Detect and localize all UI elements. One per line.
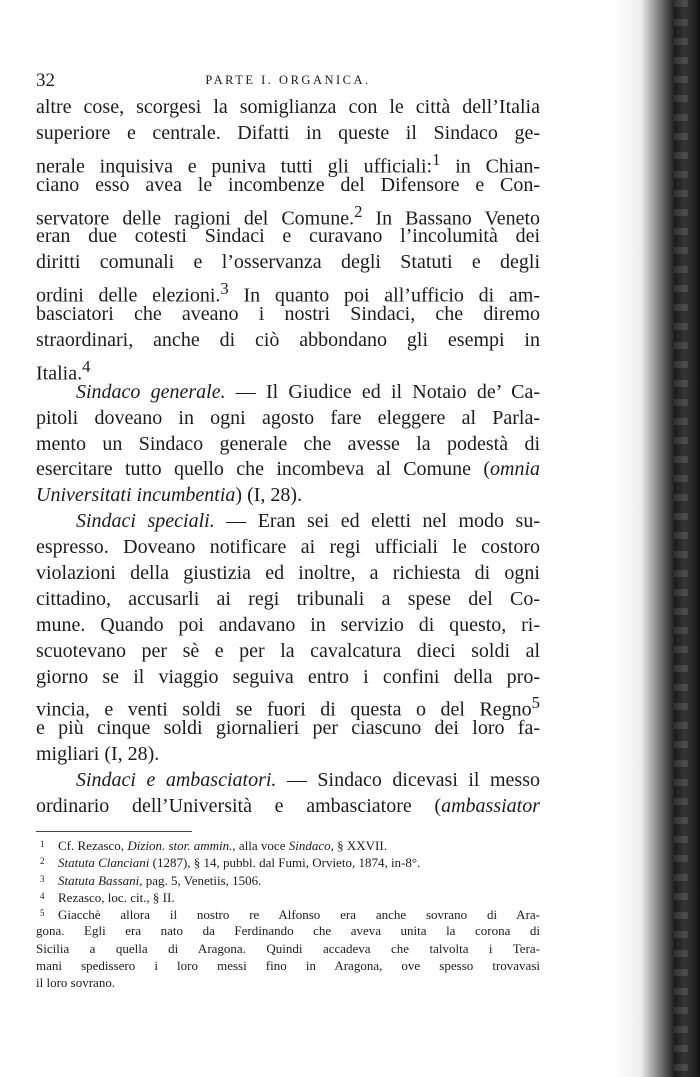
body-line: violazioni della giustizia ed inoltre, a richiesta di ogni <box>36 562 540 585</box>
body-line: eran due cotesti Sindaci e curavano l’incolumità dei <box>36 225 540 248</box>
footnote-ref: 5 <box>531 693 540 713</box>
body-line: ordini delle elezioni.$^3$ In quanto poi all’ufficio di am- <box>36 279 540 307</box>
footnote-line: mani spedissero i loro messi fino in Aragona, ove spesso trovavasi <box>36 958 540 974</box>
body-line: e più cinque soldi giornalieri per ciascuno dei loro fa- <box>36 717 540 740</box>
binding-shadow <box>674 0 688 1077</box>
section-title-sindaco-generale: Sindaco generale. <box>76 380 226 403</box>
body-line: scuotevano per sè e per la cavalcatura dieci soldi al <box>36 639 540 662</box>
page-number: 32 <box>36 70 55 91</box>
footnote: 3 Statuta Bassani, pag. 5, Venetiis, 1506. <box>36 871 540 888</box>
body-line: mune. Quando poi andavano in servizio di questo, ri- <box>36 613 540 636</box>
body-line: basciatori che aveano i nostri Sindaci, che diremo <box>36 303 540 326</box>
footnote-mark: 1 <box>40 839 45 849</box>
footnote-rule <box>36 831 192 832</box>
body-line: pitoli doveano in ogni agosto fare eleggere al Parla- <box>36 406 540 429</box>
body-line: espresso. Doveano notificare ai regi ufficiali le costoro <box>36 536 540 559</box>
body-line: vincia, e venti soldi se fuori di questa o del Regno$^5$ <box>36 693 540 722</box>
body-line: diritti comunali e l’osservanza degli Statuti e degli <box>36 251 540 274</box>
footnote-line: Sicilia a quella di Aragona. Quindi accadeva che talvolta i Tera- <box>36 940 540 956</box>
footnote-mark: 3 <box>40 873 45 884</box>
body-line: Italia.$^4$ <box>36 356 91 385</box>
body-line: Universitati incumbentia) (I, 28). <box>36 484 303 507</box>
body-line: cittadino, accusarli ai regi tribunali a spese del Co- <box>36 587 540 610</box>
footnote-mark: 5 <box>40 908 45 919</box>
body-line: nerale inquisiva e puniva tutti gli ufficiali:$^1$ in Chian- <box>36 149 540 178</box>
running-head: PARTE I. ORGANICA. <box>205 73 371 87</box>
body-line: altre cose, scorgesi la somiglianza con le città dell’Italia <box>36 96 540 118</box>
section-heading-line: Sindaci e ambasciatori. — Sindaco dicevasi il messo <box>76 769 540 792</box>
footnote-mark: 4 <box>40 890 45 901</box>
footnote: 1 Cf. Rezasco, Dizion. stor. ammin., alla voce Sindaco, § XXVII. <box>36 836 540 853</box>
footnote-ref: 3 <box>220 279 229 299</box>
body-line: migliari (I, 28). <box>36 743 160 766</box>
footnote-line: il loro sovrano. <box>36 975 116 991</box>
body-line: ciano esso avea le incombenze del Difensore e Con- <box>36 173 540 196</box>
footnote: 4 Rezasco, loc. cit., § II. <box>36 888 540 905</box>
section-title-sindaci-ambasciatori: Sindaci e ambasciatori. <box>76 769 277 792</box>
section-heading-line: Sindaco generale. — Il Giudice ed il Notaio de’ Ca- <box>76 380 540 403</box>
footnote: 5 Giacchè allora il nostro re Alfonso era anche sovrano di Ara- <box>36 905 540 922</box>
section-heading-line: Sindaci speciali. — Eran sei ed eletti nel modo su- <box>76 510 540 533</box>
footnote-line: gona. Egli era nato da Ferdinando che aveva unita la corona di <box>36 923 540 939</box>
body-line: mento un Sindaco generale che avesse la podestà di <box>36 432 540 455</box>
body-line: straordinari, anche di ciò abbondano gli esempi in <box>36 329 540 352</box>
section-title-sindaci-speciali: Sindaci speciali. <box>76 510 215 533</box>
page-header <box>36 70 540 94</box>
body-line: servatore delle ragioni del Comune.$^2$ In Bassano Veneto <box>36 201 541 230</box>
body-line: esercitare tutto quello che incombeva al Comune (omnia <box>36 458 540 481</box>
footnote-mark: 2 <box>40 856 45 867</box>
footnote-ref: 1 <box>432 149 441 169</box>
footnote: 2 Statuta Clanciani (1287), § 14, pubbl. dal Fumi, Orvieto, 1874, in-8°. <box>36 853 540 870</box>
body-line: superiore e centrale. Difatti in queste il Sindaco ge- <box>36 121 540 144</box>
footnote-ref: 2 <box>354 201 363 221</box>
body-line: ordinario dell’Università e ambasciatore (ambassiator <box>36 795 540 818</box>
footnotes <box>36 836 540 992</box>
body-text <box>36 95 540 820</box>
footnote-ref: 4 <box>82 356 91 376</box>
body-line: giorno se il viaggio seguiva entro i confini della pro- <box>36 665 540 688</box>
